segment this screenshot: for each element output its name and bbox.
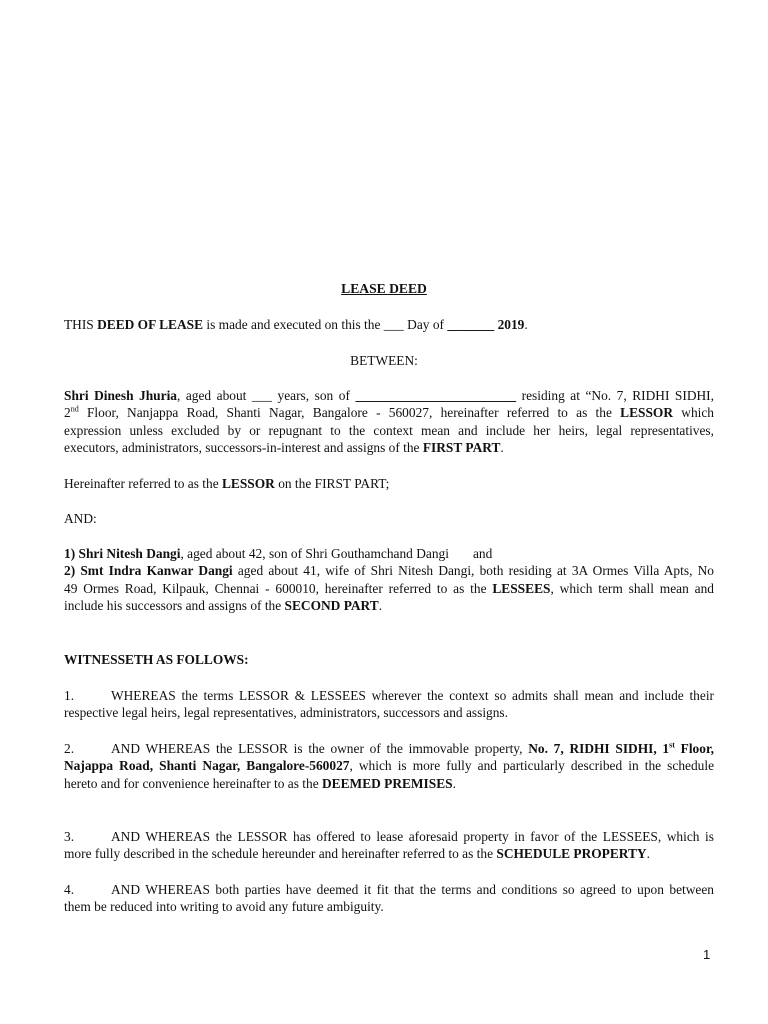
clause-3: 3. AND WHEREAS the LESSOR has offered to lease aforesaid property in favor of the LESSEES, which is more fully described in the schedule hereunder and hereinafter referred to as the SCHEDULE PROPERTY. — [64, 829, 714, 862]
between-heading: BETWEEN: — [350, 353, 418, 368]
clause-4: 4. AND WHEREAS both parties have deemed it fit that the terms and conditions so agreed to upon between them be reduced into writing to avoid any future ambiguity. — [64, 882, 714, 915]
lessor-paragraph: Shri Dinesh Jhuria, aged about ___ years, son of ________________________ residing at “No. 7, RIDHI SIDHI, 2nd Floor, Nanjappa Road, Shanti Nagar, Bangalore - 560027, hereinafter referred to as the LESSOR which expression unless excluded by or repugnant to the context mean and include her heirs, legal representatives, executors, administrators, successors-in-interest and assigns of the FIRST PART. — [64, 388, 715, 456]
document-title: LEASE DEED — [341, 281, 427, 296]
lessor-name: Shri Dinesh Jhuria — [64, 388, 177, 403]
clause-1: 1. WHEREAS the terms LESSOR & LESSEES wherever the context so admits shall mean and include their respective legal heirs, legal representatives, administrators, successors and assigns. — [64, 688, 714, 721]
clause-2: 2. AND WHEREAS the LESSOR is the owner of the immovable property, No. 7, RIDHI SIDHI, 1st Floor, Najappa Road, Shanti Nagar, Bangalore-560027, which is more fully and particularly described in the schedule hereto and for convenience hereinafter to as the DEEMED PREMISES. — [64, 740, 715, 791]
and-heading: AND: — [64, 511, 97, 526]
lessee-2-name: 2) Smt Indra Kanwar Dangi — [64, 563, 233, 579]
witnesseth-heading: WITNESSETH AS FOLLOWS: — [64, 652, 249, 667]
lessee-1-name: 1) Shri Nitesh Dangi — [64, 546, 181, 561]
lessees-paragraph: 1) Shri Nitesh Dangi, aged about 42, son of Shri Gouthamchand Dangi and 2) Smt Indra Kanwar Dangi aged about 41, wife of Shri Nitesh Dangi, both residing at 3A Ormes Villa Apts, No 49 Ormes Road, Kilpauk, Chennai - 600010, hereinafter referred to as the LESSEES, which term shall mean and include his successors and assigns of the SECOND PART. — [64, 546, 714, 614]
page-number: 1 — [703, 947, 711, 962]
opening-line: THIS DEED OF LEASE is made and executed on this the ___ Day of _______ 2019. — [64, 317, 528, 332]
hereinafter-line: Hereinafter referred to as the LESSOR on the FIRST PART; — [64, 476, 390, 491]
